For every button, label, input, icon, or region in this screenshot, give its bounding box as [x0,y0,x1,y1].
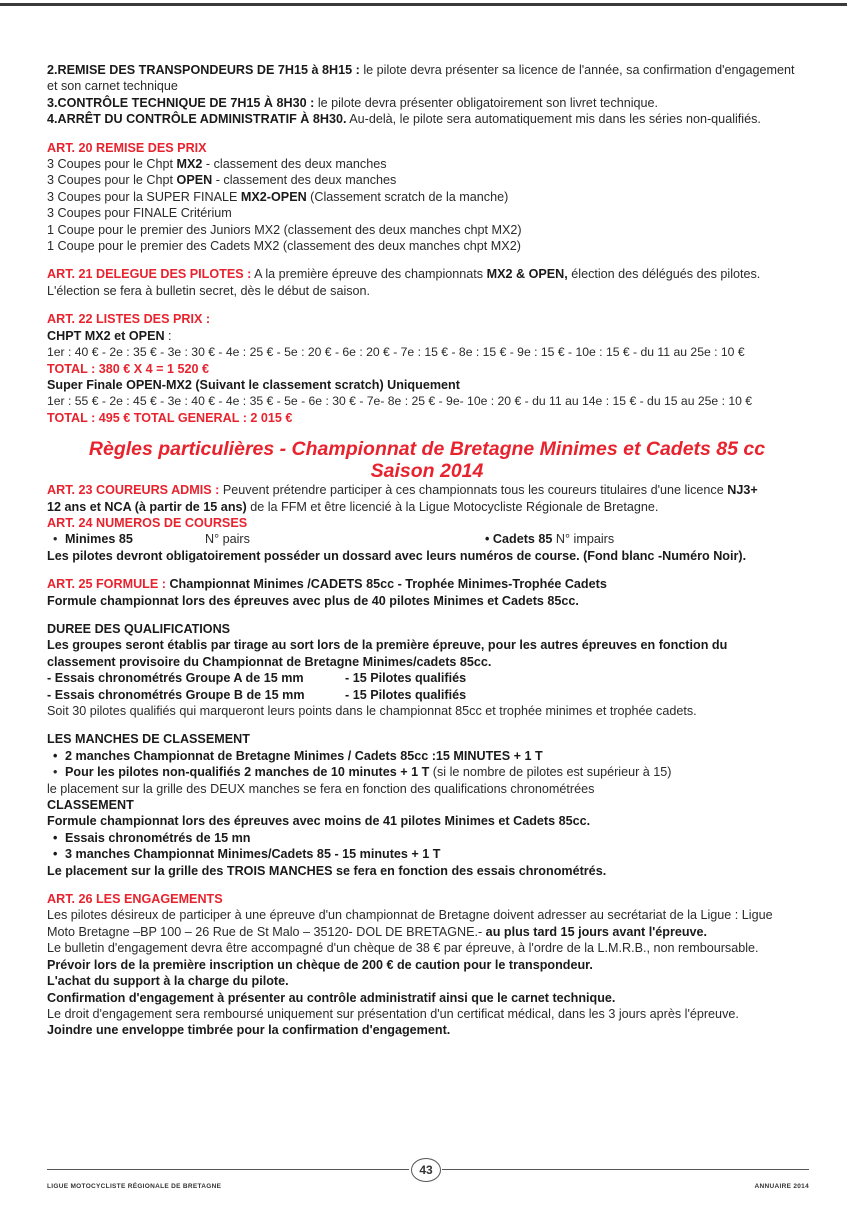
section-title-line-2: Saison 2014 [370,460,484,483]
art20-title: ART. 20 REMISE DES PRIX [47,140,207,155]
text: 3 Coupes pour le Chpt [47,157,177,172]
prize-list-chpt: 1er : 40 € - 2e : 35 € - 3e : 30 € - 4e : 25 € - 5e : 20 € - 6e : 20 € - 7e : 15 € - 8e : 15 € - 9e : 15 € - 10e : 15 € - du 11 au 25e : 10 € [47,345,745,360]
list-item: • 2 manches Championnat de Bretagne Minimes / Cadets 85cc :15 MINUTES + 1 T [47,748,807,764]
text: 3 Coupes pour le Chpt [47,173,177,188]
paragraph-line: Le placement sur la grille des TROIS MANCHES se fera en fonction des essais chronométrés. [47,863,607,878]
paragraph-line: L'élection se fera à bulletin secret, dès le début de saison. [47,283,371,298]
paragraph-line: classement provisoire du Championnat de Bretagne Minimes/cadets 85cc. [47,654,492,669]
text: A la première épreuve des championnats [251,267,487,282]
text-bold: - Essais chronométrés Groupe B de 15 mm [47,687,305,702]
list-item: 3 Coupes pour FINALE Critérium [47,206,232,221]
text-bold: OPEN [176,173,213,188]
paragraph-line: Soit 30 pilotes qualifiés qui marqueront leurs points dans le championnat 85cc et trophée minimes et trophée cadets. [47,704,697,718]
footer-rule-right [442,1169,809,1170]
art22-title: ART. 22 LISTES DES PRIX : [47,312,211,327]
subheading-super-finale: Super Finale OPEN-MX2 (Suivant le classement scratch) Uniquement [47,377,460,392]
text: de la FFM et être licencié à la Ligue Motocycliste Régionale de Bretagne. [246,499,659,514]
text-bold: MX2 & OPEN, [486,267,568,282]
footer-yearbook: ANNUAIRE 2014 [754,1183,809,1190]
text-bold: CHPT MX2 et OPEN [47,328,165,343]
paragraph-line: Confirmation d'engagement à présenter au contrôle administratif ainsi que le carnet technique. [47,990,616,1005]
paragraph-line: Prévoir lors de la première inscription un chèque de 200 € de caution pour le transpondeur. [47,957,593,972]
text-bold: NJ3+ [727,483,758,498]
text-bold: 12 ans et NCA (à partir de 15 ans) [47,499,247,514]
art23-paragraph-cont [47,499,807,515]
page-number: 43 [411,1158,441,1182]
text: N° impairs [552,532,615,547]
section-title [47,438,807,482]
list-item [47,764,807,780]
paragraph-line: Les groupes seront établis par tirage au sort lors de la première épreuve, pour les autres épreuves en fonction du [47,638,728,653]
total-general: TOTAL : 495 € TOTAL GENERAL : 2 015 € [47,410,293,425]
qualifications-title: DUREE DES QUALIFICATIONS [47,621,231,636]
paragraph-arret-controle [47,111,807,127]
text: Peuvent prétendre participer à ces championnats tous les coureurs titulaires d'une licence [219,483,728,498]
list-item [47,531,807,547]
paragraph-line: le placement sur la grille des DEUX manches se fera en fonction des qualifications chronométrées [47,781,595,796]
text-bold: - 15 Pilotes qualifiés [345,671,467,686]
art25-paragraph [47,576,807,592]
section-title-line-1: Règles particulières - Championnat de Bretagne Minimes et Cadets 85 cc [88,438,766,461]
subheading-chpt [47,328,807,344]
text-bold: Minimes 85 [65,532,133,547]
text-bold: Championnat Minimes /CADETS 85cc - Trophée Minimes-Trophée Cadets [165,577,607,592]
text: élection des délégués des pilotes. [567,267,761,282]
text: : [164,328,172,343]
text: le pilote devra présenter sa licence de l'année, sa confirmation d'engagement [359,63,795,77]
page-content [47,62,807,1039]
text: Moto Bretagne –BP 100 – 26 Rue de St Malo – 35120- DOL DE BRETAGNE.- [47,924,483,939]
classement-title: CLASSEMENT [47,798,134,813]
art21-paragraph [47,266,807,282]
total-chpt: TOTAL : 380 € X 4 = 1 520 € [47,361,210,376]
text: - classement des deux manches [202,157,387,172]
heading-arret-controle: 4.ARRÊT DU CONTRÔLE ADMINISTRATIF À 8H30. [47,112,347,127]
text: N° pairs [205,532,250,547]
text: (si le nombre de pilotes est supérieur à 15) [429,765,672,780]
page-footer [0,1158,847,1198]
text: Au-delà, le pilote sera automatiquement mis dans les séries non-qualifiés. [346,112,761,127]
text: (Classement scratch de la manche) [306,189,509,204]
text-bold: au plus tard 15 jours avant l'épreuve. [482,924,708,939]
paragraph-line: et son carnet technique [47,79,178,94]
paragraph-line: Joindre une enveloppe timbrée pour la confirmation d'engagement. [47,1023,451,1038]
text-bold: • Cadets 85 [485,532,553,547]
paragraph-line: Le droit d'engagement sera remboursé uniquement sur présentation d'un certificat médical, dans les 3 jours après l'épreuve. [47,1006,739,1021]
prize-list-super-finale: 1er : 55 € - 2e : 45 € - 3e : 40 € - 4e : 35 € - 5e - 6e : 30 € - 7e- 8e : 25 € - 9e- 10e : 20 € - du 11 au 14e : 15 € - du 15 au 25e : 10 € [47,394,753,409]
list-item: • Essais chronométrés de 15 mn [47,830,807,846]
paragraph-line: Les pilotes désireux de participer à une épreuve d'un championnat de Bretagne doivent adresser au secrétariat de la Ligue : Ligue [47,908,773,923]
paragraph-line: Formule championnat lors des épreuves avec plus de 40 pilotes Minimes et Cadets 85cc. [47,593,579,608]
paragraph-line: L'achat du support à la charge du pilote. [47,974,289,989]
paragraph-line: Le bulletin d'engagement devra être accompagné d'un chèque de 38 € par épreuve, à l'ordre de la L.M.R.B., non remboursable. [47,941,759,956]
footer-rule-left [47,1169,409,1170]
manches-title: LES MANCHES DE CLASSEMENT [47,732,250,747]
art24-title: ART. 24 NUMEROS DE COURSES [47,515,248,530]
text-bold: Pour les pilotes non-qualifiés 2 manches de 10 minutes + 1 T [65,765,430,780]
address-line [47,924,807,940]
art23-paragraph [47,482,807,498]
list-item [47,189,807,205]
text-bold: - 15 Pilotes qualifiés [345,687,467,702]
text: 3 Coupes pour la SUPER FINALE [47,189,241,204]
heading-transpondeurs: 2.REMISE DES TRANSPONDEURS DE 7H15 à 8H15 : [47,63,360,77]
text-bold: - Essais chronométrés Groupe A de 15 mm [47,671,304,686]
paragraph-controle-technique [47,95,807,111]
list-item: 1 Coupe pour le premier des Cadets MX2 (classement des deux manches chpt MX2) [47,239,521,254]
art21-title: ART. 21 DELEGUE DES PILOTES : [47,267,252,282]
paragraph-transpondeurs [47,62,807,78]
dossard-rule: Les pilotes devront obligatoirement posséder un dossard avec leurs numéros de course. (Fond blanc -Numéro Noir). [47,548,747,563]
top-border [0,3,847,6]
footer-organization: LIGUE MOTOCYCLISTE RÉGIONALE DE BRETAGNE [47,1183,222,1190]
art25-title: ART. 25 FORMULE : [47,577,166,592]
list-item [47,156,807,172]
text-bold: MX2-OPEN [240,189,307,204]
text-bold: MX2 [176,157,203,172]
list-item [47,172,807,188]
qualif-group-a [47,670,807,686]
list-item: 1 Coupe pour le premier des Juniors MX2 (classement des deux manches chpt MX2) [47,222,522,237]
paragraph-line: Formule championnat lors des épreuves avec moins de 41 pilotes Minimes et Cadets 85cc. [47,814,591,829]
text: - classement des deux manches [212,173,397,188]
art23-title: ART. 23 COUREURS ADMIS : [47,483,220,498]
list-item: • 3 manches Championnat Minimes/Cadets 85 - 15 minutes + 1 T [47,846,807,862]
art26-title: ART. 26 LES ENGAGEMENTS [47,892,223,907]
text: le pilote devra présenter obligatoirement son livret technique. [314,95,659,110]
heading-controle-technique: 3.CONTRÔLE TECHNIQUE DE 7H15 À 8H30 : [47,95,315,110]
qualif-group-b [47,687,807,703]
